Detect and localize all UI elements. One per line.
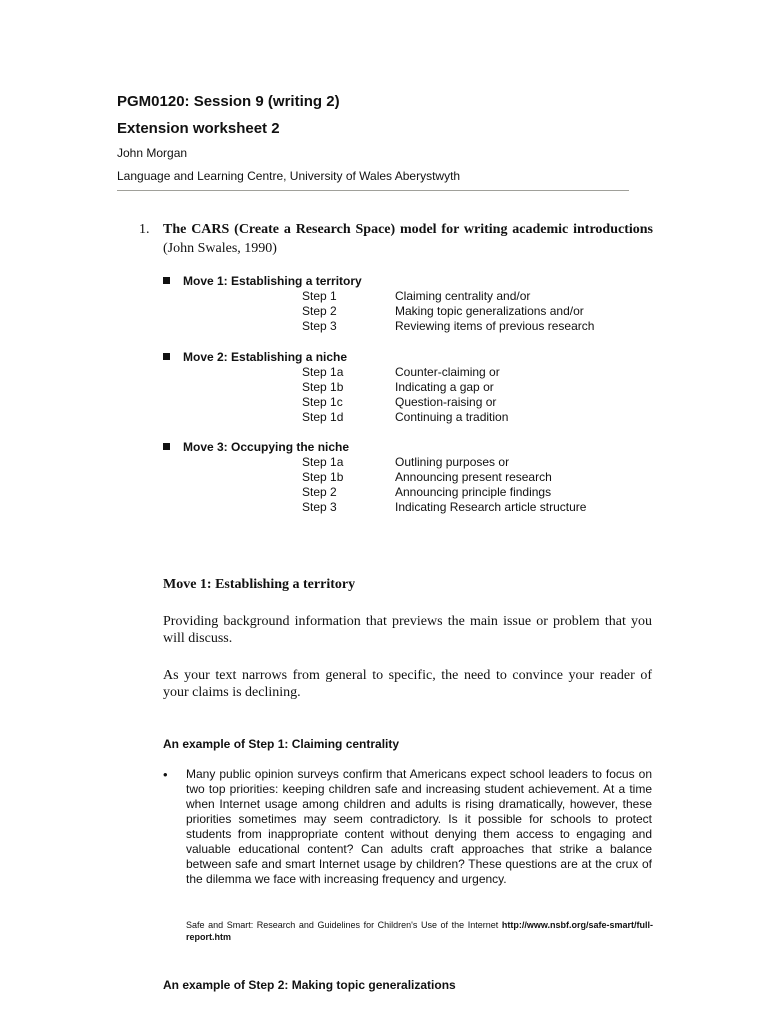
step-label: Step 1a	[302, 455, 344, 469]
step-row	[163, 395, 497, 410]
step-description: Reviewing items of previous research	[395, 319, 595, 333]
step-label: Step 1b	[302, 380, 344, 394]
step-description: Continuing a tradition	[395, 410, 509, 424]
step-label: Step 3	[302, 500, 337, 514]
move-block	[163, 350, 509, 425]
author-name: John Morgan	[117, 146, 188, 160]
section-title-source: (John Swales, 1990)	[163, 241, 277, 256]
step-description: Announcing principle findings	[395, 485, 552, 499]
step-description: Outlining purposes or	[395, 455, 510, 469]
course-title: PGM0120: Session 9 (writing 2)	[117, 93, 340, 110]
step-label: Step 2	[302, 485, 337, 499]
step-row	[163, 410, 509, 425]
step-description: Counter-claiming or	[395, 365, 500, 379]
move1-heading: Move 1: Establishing a territory	[163, 577, 356, 592]
step-row	[163, 500, 587, 515]
section-number: 1.	[139, 222, 150, 237]
step-label: Step 2	[302, 304, 337, 318]
example2-heading: An example of Step 2: Making topic generalizations	[163, 978, 456, 992]
step-row	[163, 289, 531, 304]
step-row	[163, 455, 510, 470]
step-description: Indicating Research article structure	[395, 500, 587, 514]
step-row	[163, 319, 595, 334]
citation	[186, 919, 653, 943]
affiliation: Language and Learning Centre, University of Wales Aberystwyth	[117, 169, 461, 183]
example1-text: Many public opinion surveys confirm that Americans expect school leaders to focus on two top priorities: keeping children safe and increasing student achievement. At a time when Internet usage among children and adults is rising dramatically, however, these priorities sometimes may seem contradictory. Is it possible for schools to protect students from inappropriate content without denying them access to engaging and valuable educational content? Can adults craft approaches that strike a balance between safe and smart Internet usage by children? These questions are at the crux of the dilemma we face with increasing frequency and urgency.	[186, 767, 652, 886]
example1-heading: An example of Step 1: Claiming centrality	[163, 737, 400, 751]
citation-text: Safe and Smart: Research and Guidelines for Children's Use of the Internet	[186, 920, 502, 930]
step-description: Question-raising or	[395, 395, 497, 409]
citation-link[interactable]: http://www.nsbf.org/safe-smart/full-report.htm	[186, 920, 653, 942]
step-row	[163, 470, 552, 485]
move-block	[163, 440, 587, 515]
square-bullet-icon	[163, 277, 170, 284]
worksheet-title: Extension worksheet 2	[117, 120, 280, 137]
step-label: Step 1c	[302, 395, 343, 409]
section-title	[163, 220, 653, 258]
step-description: Making topic generalizations and/or	[395, 304, 584, 318]
example1-bullet-item	[163, 767, 652, 887]
section-heading	[139, 220, 653, 258]
step-row	[163, 304, 584, 319]
header-divider	[117, 190, 629, 191]
step-label: Step 1a	[302, 365, 344, 379]
step-description: Claiming centrality and/or	[395, 289, 531, 303]
square-bullet-icon	[163, 443, 170, 450]
step-row	[163, 485, 552, 500]
step-label: Step 1b	[302, 470, 344, 484]
step-row	[163, 365, 500, 380]
step-label: Step 1	[302, 289, 337, 303]
move-block	[163, 274, 595, 334]
step-row	[163, 380, 494, 395]
bullet-dot-icon: •	[163, 767, 168, 782]
step-description: Announcing present research	[395, 470, 552, 484]
move-label: Move 2: Establishing a niche	[183, 350, 348, 364]
section-title-bold: The CARS (Create a Research Space) model for writing academic introductions	[163, 222, 653, 237]
square-bullet-icon	[163, 353, 170, 360]
move1-paragraph: Providing background information that previews the main issue or problem that you will discuss.	[163, 614, 652, 646]
move-label: Move 3: Occupying the niche	[183, 440, 350, 454]
move1-paragraph: As your text narrows from general to specific, the need to convince your reader of your claims is declining.	[163, 668, 652, 700]
move-label: Move 1: Establishing a territory	[183, 274, 362, 288]
step-label: Step 3	[302, 319, 337, 333]
step-label: Step 1d	[302, 410, 344, 424]
step-description: Indicating a gap or	[395, 380, 494, 394]
